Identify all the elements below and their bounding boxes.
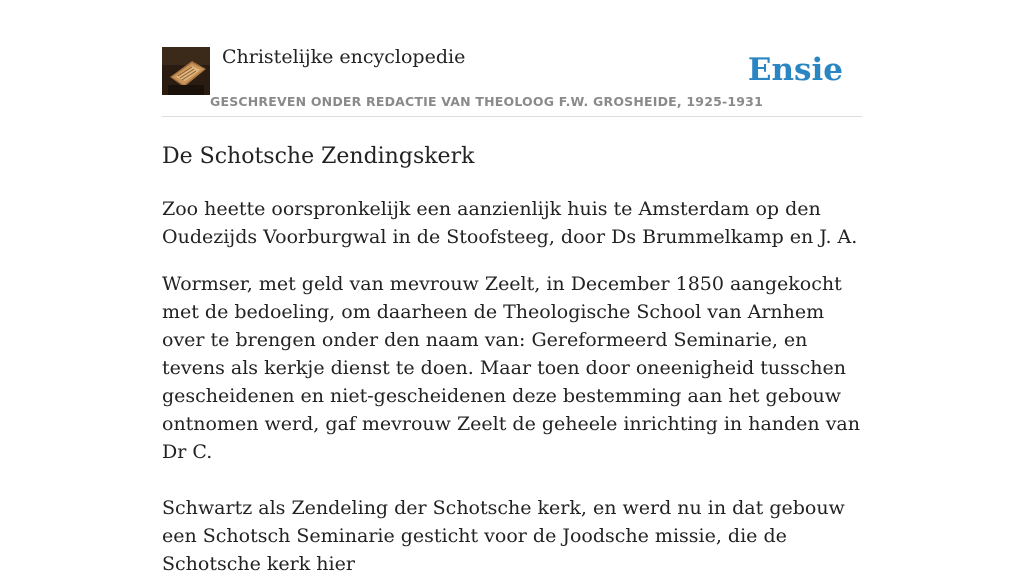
site-title[interactable]: Christelijke encyclopedie	[222, 46, 466, 68]
article-paragraph: Wormser, met geld van mevrouw Zeelt, in December 1850 aangekocht met de bedoeling, om daarheen de Theologische School van Arnhem over te brengen onder den naam van: Gereformeerd Seminarie, en tevens als kerkje dienst te doen. Maar toen door oneenigheid tusschen gescheidenen en niet-gescheidenen deze bestemming aan het gebouw ontnomen werd, gaf mevrouw Zeelt de geheele inrichting in handen van Dr C.	[162, 273, 860, 463]
article-title: De Schotsche Zendingskerk	[162, 144, 475, 169]
article-paragraph: Zoo heette oorspronkelijk een aanzienlijk huis te Amsterdam op den Oudezijds Voorburgwal in de Stoofsteeg, door Ds Brummelkamp en J. A.	[162, 198, 858, 248]
page	[162, 0, 862, 575]
brand-logo[interactable]: Ensie	[747, 52, 843, 88]
book-photo-icon[interactable]	[162, 47, 210, 95]
site-subtitle: GESCHREVEN ONDER REDACTIE VAN THEOLOOG F.W. GROSHEIDE, 1925-1931	[210, 94, 763, 109]
article-paragraph: Schwartz als Zendeling der Schotsche kerk, en werd nu in dat gebouw een Schotsch Seminarie gesticht voor de Joodsche missie, die de Schotsche kerk hier	[162, 497, 845, 575]
site-header	[162, 0, 862, 117]
